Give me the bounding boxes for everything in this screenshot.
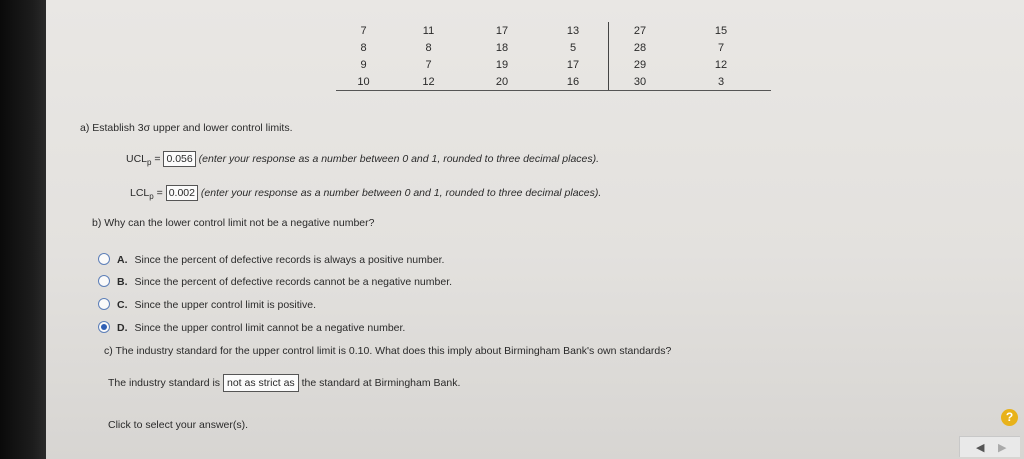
lcl-hint: (enter your response as a number between 0 and 1, rounded to three decimal places). xyxy=(200,187,602,199)
table-cell: 27 xyxy=(633,24,647,37)
part-c-prompt: c) The industry standard for the upper control limit is 0.10. What does this imply about Birmingham Bank's own standards? xyxy=(104,345,672,357)
prev-arrow-icon[interactable]: ◀ xyxy=(976,442,985,454)
option-letter: A. xyxy=(117,254,128,266)
data-table xyxy=(336,22,771,91)
option-c[interactable] xyxy=(98,298,316,311)
option-letter: B. xyxy=(117,276,128,288)
table-cell: 7 xyxy=(717,41,725,54)
table-cell: 13 xyxy=(538,22,609,39)
table-cell: 11 xyxy=(422,24,435,37)
table-row xyxy=(336,22,771,39)
table-cell: 15 xyxy=(714,24,728,37)
option-b[interactable] xyxy=(98,275,452,288)
table-row xyxy=(336,39,771,56)
nav-controls xyxy=(959,436,1020,457)
option-letter: D. xyxy=(117,322,128,334)
option-d[interactable] xyxy=(98,321,405,334)
table-cell: 19 xyxy=(495,58,509,71)
ucl-row: $UCL_p = 0.056$ (enter your response as a number between 0 and 1, rounded to three decimal places). xyxy=(126,153,600,167)
table-cell: 28 xyxy=(633,41,647,54)
part-b-prompt: b) Why can the lower control limit not be a negative number? xyxy=(92,217,375,229)
table-row xyxy=(336,56,771,73)
answer-dropdown[interactable]: not as strict as xyxy=(223,374,299,392)
radio-d[interactable] xyxy=(98,321,110,333)
table-cell: 30 xyxy=(609,73,672,91)
table-cell: 20 xyxy=(466,73,538,91)
radio-c[interactable] xyxy=(98,298,110,310)
table-cell: 17 xyxy=(538,56,609,73)
table-cell: 8 xyxy=(425,41,432,54)
option-text: Since the percent of defective records is always a positive number. xyxy=(134,254,445,266)
ucl-hint: (enter your response as a number between 0 and 1, rounded to three decimal places). xyxy=(198,153,600,165)
option-text: Since the upper control limit cannot be a negative number. xyxy=(134,322,406,334)
lcl-input[interactable]: 0.002 xyxy=(166,185,198,201)
select-hint: Click to select your answer(s). xyxy=(108,419,249,431)
table-cell: 17 xyxy=(495,24,509,37)
table-cell: 5 xyxy=(538,39,609,56)
lcl-subscript: p xyxy=(149,192,154,201)
part-a-prompt: a) Establish 3σ upper and lower control limits. xyxy=(80,122,293,134)
option-text: Since the upper control limit is positive. xyxy=(134,299,316,311)
table-cell: 9 xyxy=(360,58,367,71)
table-cell: 29 xyxy=(633,58,647,71)
answer-prefix: The industry standard is xyxy=(108,377,221,389)
answer-suffix: the standard at Birmingham Bank. xyxy=(301,377,461,389)
screen-bezel xyxy=(0,0,46,459)
option-a[interactable] xyxy=(98,253,444,266)
table-cell: 7 xyxy=(360,24,367,37)
help-icon[interactable]: ? xyxy=(1001,409,1018,426)
next-arrow-icon[interactable]: ▶ xyxy=(998,442,1007,454)
ucl-input[interactable]: 0.056 xyxy=(163,151,195,167)
lcl-label: $LCL_p$ xyxy=(130,187,154,201)
question-page xyxy=(46,0,1024,459)
radio-a[interactable] xyxy=(98,253,110,265)
table-cell: 10 xyxy=(336,73,391,91)
table-cell: 16 xyxy=(538,73,609,91)
table-cell: 12 xyxy=(714,58,728,71)
table-row xyxy=(336,73,771,91)
ucl-subscript: p xyxy=(147,158,152,167)
table-cell: 8 xyxy=(360,41,367,54)
option-letter: C. xyxy=(117,299,128,311)
lcl-row: $LCL_p = 0.002$ (enter your response as a number between 0 and 1, rounded to three decimal places). xyxy=(130,187,602,201)
table-cell: 12 xyxy=(391,73,466,91)
table-cell: 7 xyxy=(425,58,432,71)
radio-b[interactable] xyxy=(98,275,110,287)
table-cell: 18 xyxy=(495,41,509,54)
part-c-answer-row xyxy=(108,374,460,392)
ucl-label: $UCL_p$ xyxy=(126,153,152,167)
option-text: Since the percent of defective records cannot be a negative number. xyxy=(134,276,453,288)
table-cell: 3 xyxy=(671,73,771,91)
